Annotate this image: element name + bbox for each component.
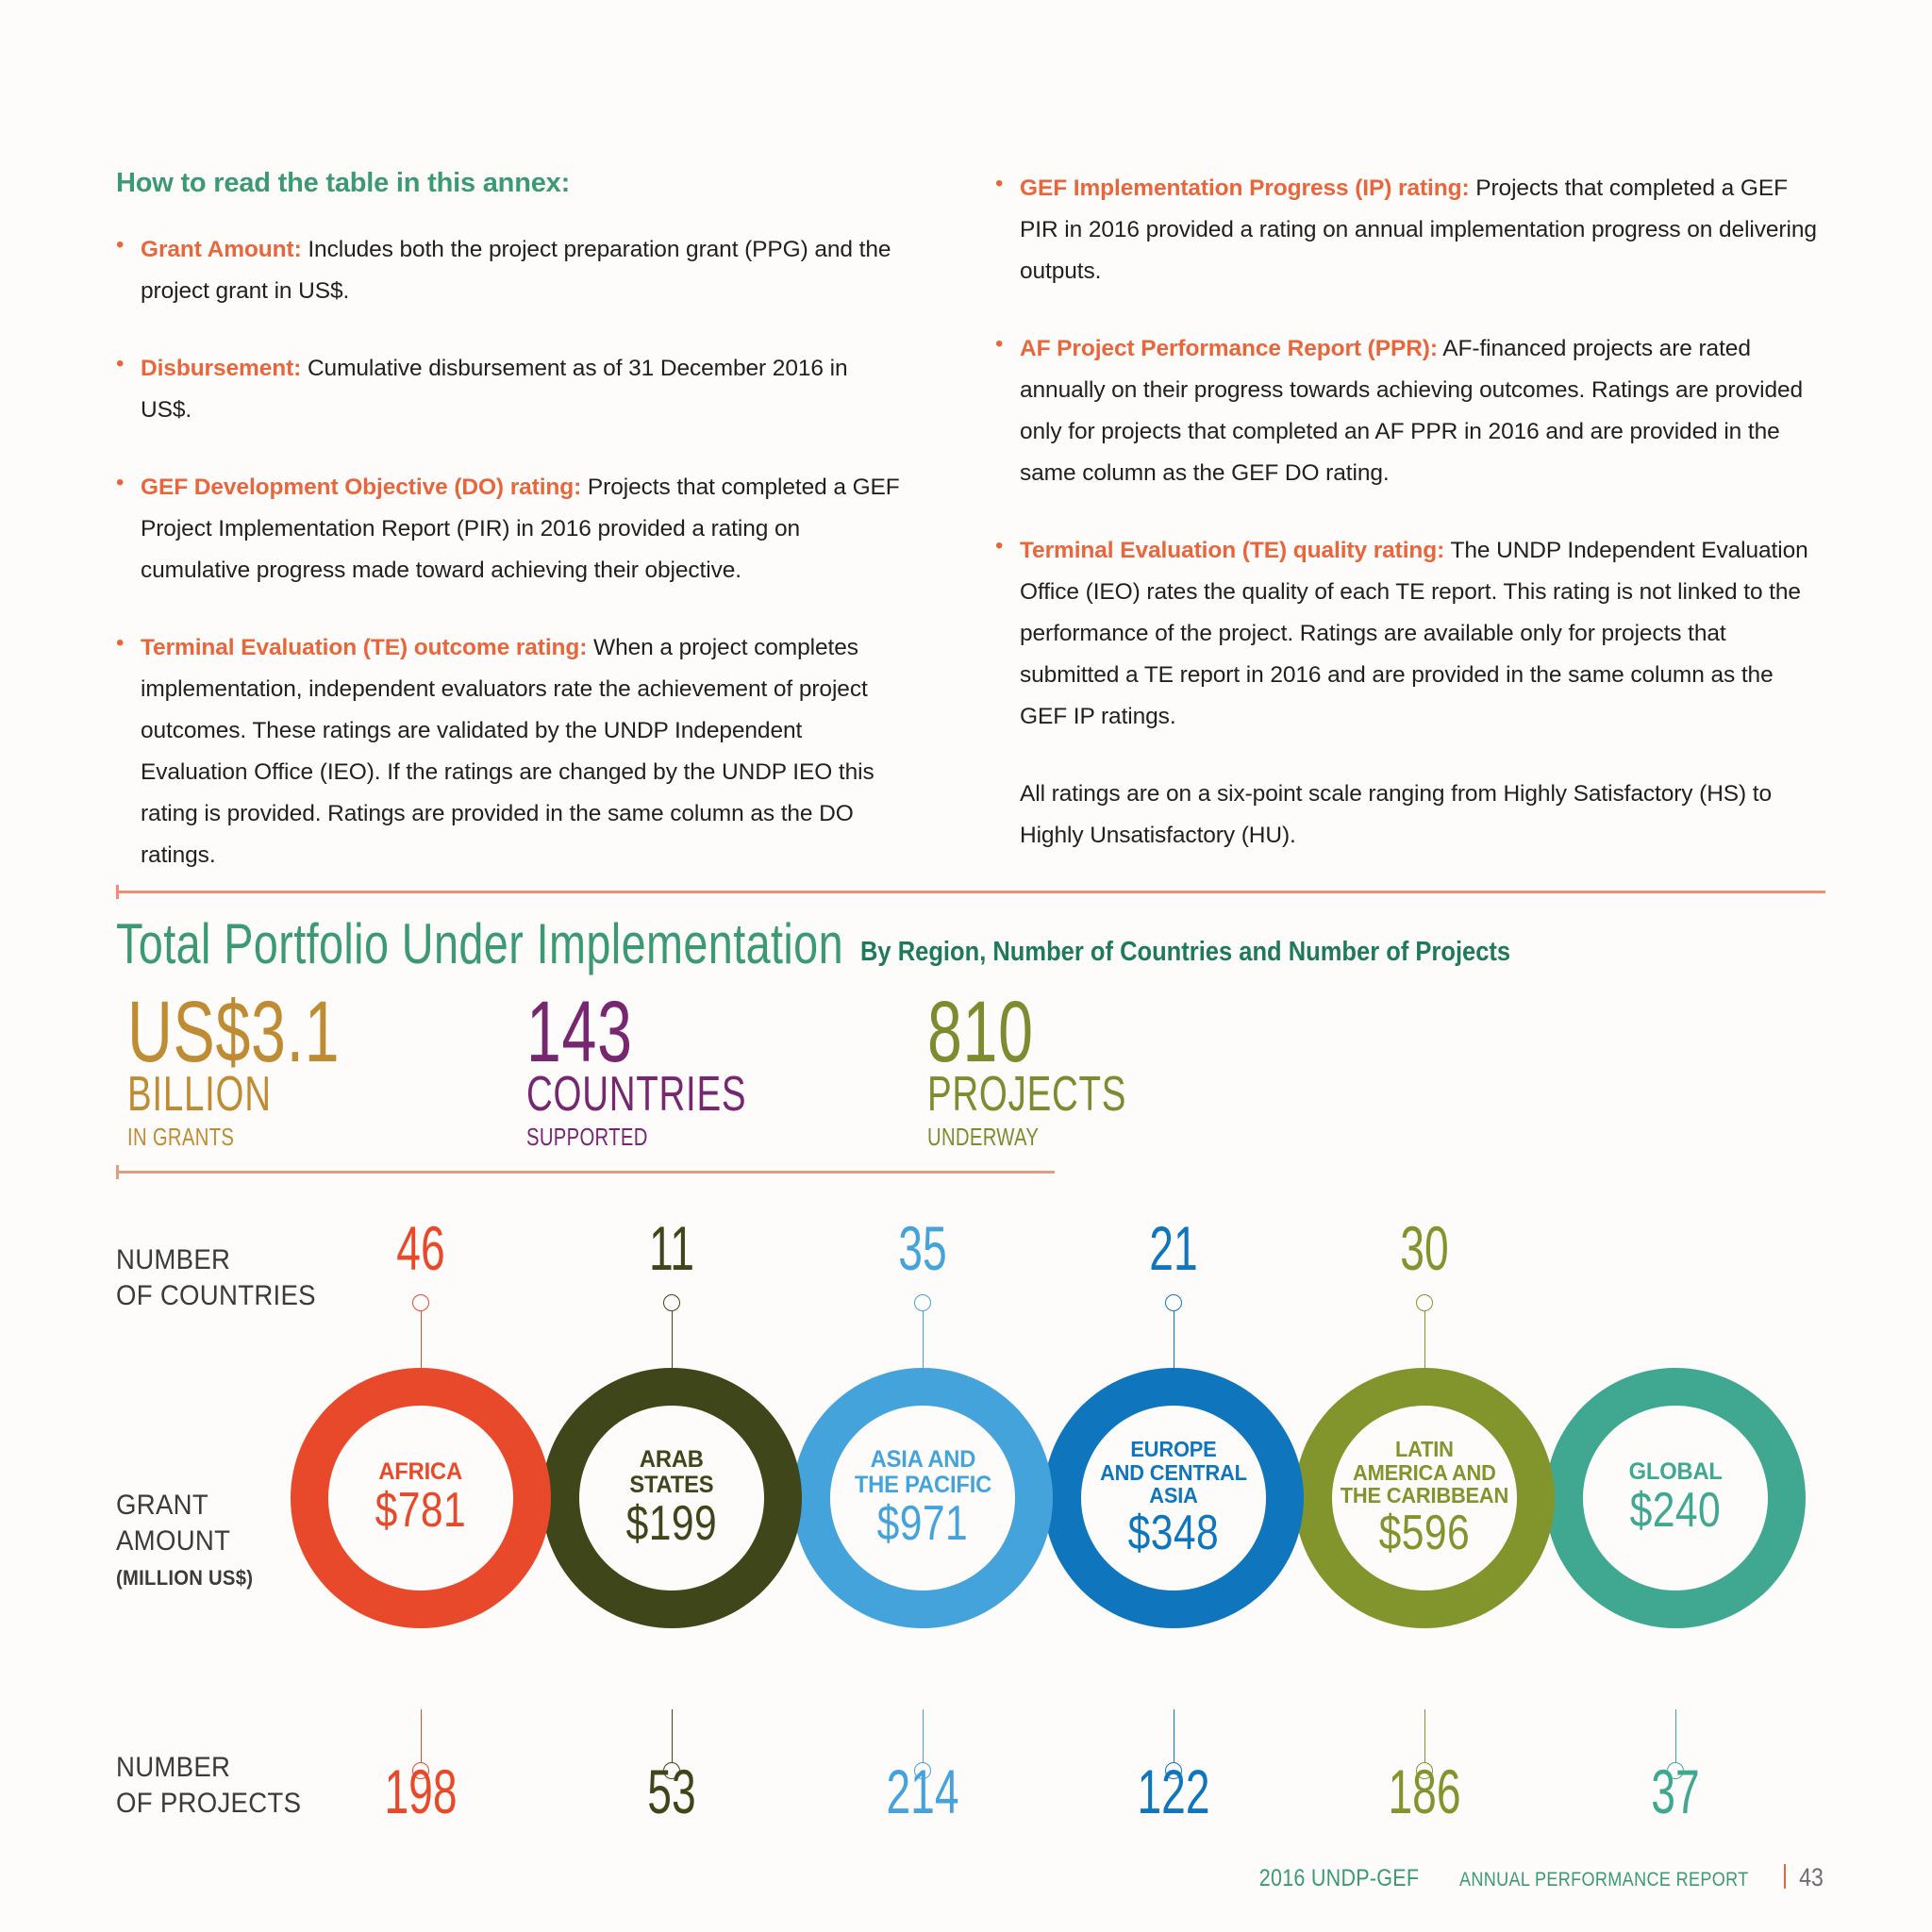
note-bullet xyxy=(116,627,904,876)
note-bullet-lead: GEF Implementation Progress (IP) rating: xyxy=(1020,175,1470,201)
region-grant-amount: $240 xyxy=(1629,1483,1722,1539)
summary-stat xyxy=(525,984,824,1153)
note-bullet-body: Projects that completed a GEF Project Implementation Report (PIR) in 2016 provided a rating on cumulative progress made toward achieving their objective. xyxy=(141,475,900,583)
region-project-count: 198 xyxy=(384,1757,458,1826)
region-grant-amount: $971 xyxy=(876,1495,969,1551)
axis-label-projects-line2: OF PROJECTS xyxy=(116,1788,302,1819)
notes-column-right xyxy=(995,168,1825,857)
summary-stat-unit: PROJECTS xyxy=(927,1067,1127,1123)
axis-label-grant-line1: GRANT xyxy=(116,1490,208,1521)
region-grant-amount: $781 xyxy=(375,1483,467,1539)
region-ring-strip xyxy=(0,1213,1932,1877)
note-bullet-text xyxy=(141,348,904,431)
region-donut-center xyxy=(830,1406,1015,1591)
region-donut-center xyxy=(579,1406,764,1591)
note-bullet-body: The UNDP Independent Evaluation Office (IEO) rates the quality of each TE report. This rating is not linked to the performance of the project. Ratings are available only for projects that submitted a TE report in 2016 and are provided in the same column as the GEF IP ratings. xyxy=(1020,538,1808,729)
notes-closing-paragraph: All ratings are on a six-point scale ranging from Highly Satisfactory (HS) to Highly Unsatisfactory (HU). xyxy=(1020,781,1773,848)
region-country-count: 21 xyxy=(1149,1213,1198,1283)
note-bullet xyxy=(116,467,904,591)
axis-label-grant-line2: AMOUNT xyxy=(116,1525,231,1557)
summary-stat-caption: SUPPORTED xyxy=(525,1123,648,1152)
notes-column-left xyxy=(116,168,904,912)
region-grant-amount: $348 xyxy=(1127,1506,1220,1561)
section-divider xyxy=(116,891,1825,893)
page-number: 43 xyxy=(1799,1863,1824,1891)
region-name-label: GLOBAL xyxy=(1628,1458,1723,1486)
bullet-dot-icon: • xyxy=(995,171,1004,196)
note-bullet-body: When a project completes implementation, independent evaluators rate the achievement of project outcomes. These ratings are validated by the UNDP Independent Evaluation Office (IEO). If the ratings are changed by the UNDP IEO this rating is provided. Ratings are provided in the same column as the DO ratings. xyxy=(141,635,874,868)
summary-stat xyxy=(927,984,1196,1153)
bullet-dot-icon: • xyxy=(116,351,125,376)
axis-label-countries-line2: OF COUNTRIES xyxy=(116,1280,316,1311)
region-project-count: 122 xyxy=(1137,1757,1210,1826)
summary-stats-row xyxy=(127,984,1301,1153)
note-bullet-body: Cumulative disbursement as of 31 December 2016 in US$. xyxy=(141,356,848,423)
region-name-label: ARAB STATES xyxy=(629,1445,714,1498)
region-name-label: LATIN AMERICA AND THE CARIBBEAN xyxy=(1340,1436,1509,1508)
summary-stat-unit: BILLION xyxy=(127,1067,272,1123)
connector-line-top xyxy=(923,1298,924,1370)
note-bullet-lead: Terminal Evaluation (TE) quality rating: xyxy=(1020,538,1445,563)
infographic-title: Total Portfolio Under Implementation xyxy=(116,912,844,975)
note-bullet xyxy=(995,530,1825,738)
summary-stat-caption: UNDERWAY xyxy=(927,1123,1040,1152)
summary-stat-value: 143 xyxy=(525,984,633,1080)
note-bullet-body: AF-financed projects are rated annually on their progress towards achieving outcomes. Ratings are provided only for projects that completed an AF PPR in 2016 and are provided in the same column as the GEF DO rating. xyxy=(1020,336,1804,486)
region-donut-ring[interactable] xyxy=(1294,1368,1555,1628)
note-bullet-body: Projects that completed a GEF PIR in 2016 provided a rating on annual implementation progress on delivering outputs. xyxy=(1020,175,1817,284)
infographic-subtitle: By Region, Number of Countries and Number of Projects xyxy=(859,937,1510,967)
note-bullet-lead: Terminal Evaluation (TE) outcome rating: xyxy=(141,635,588,660)
note-bullet-text xyxy=(141,467,904,591)
note-bullet xyxy=(995,328,1825,494)
note-bullet-lead: Grant Amount: xyxy=(141,237,302,262)
summary-stat-caption: IN GRANTS xyxy=(127,1123,235,1152)
region-project-count: 37 xyxy=(1651,1757,1700,1826)
notes-heading: How to read the table in this annex: xyxy=(116,168,571,198)
region-name-label: EUROPE AND CENTRAL ASIA xyxy=(1100,1436,1247,1508)
footer-report-name: 2016 UNDP-GEF xyxy=(1259,1865,1420,1891)
region-country-count: 35 xyxy=(898,1213,947,1283)
notes-right-bullet-list xyxy=(995,168,1825,738)
region-donut-center xyxy=(1081,1406,1266,1591)
bullet-dot-icon: • xyxy=(116,470,125,495)
region-donut-center xyxy=(1583,1406,1768,1591)
stats-divider xyxy=(116,1171,1055,1174)
region-name-label: ASIA AND THE PACIFIC xyxy=(854,1445,991,1498)
region-donut-ring[interactable] xyxy=(1545,1368,1806,1628)
axis-label-grant-units: (MILLION US$) xyxy=(116,1566,254,1590)
connector-dot-icon xyxy=(1165,1294,1182,1311)
summary-stat xyxy=(127,984,423,1153)
bullet-dot-icon: • xyxy=(995,331,1004,357)
connector-dot-icon xyxy=(663,1294,680,1311)
note-bullet xyxy=(995,168,1825,292)
axis-label-projects-line1: NUMBER xyxy=(116,1752,231,1783)
notes-left-bullet-list xyxy=(116,229,904,876)
region-name-label: AFRICA xyxy=(378,1458,463,1486)
region-donut-ring[interactable] xyxy=(792,1368,1053,1628)
connector-dot-icon xyxy=(1416,1294,1433,1311)
note-bullet-text xyxy=(1020,168,1825,292)
note-bullet-text xyxy=(1020,328,1825,494)
summary-stat-value: 810 xyxy=(927,984,1034,1080)
region-portfolio-chart xyxy=(0,1213,1932,1877)
note-bullet-text xyxy=(1020,530,1825,738)
region-grant-amount: $596 xyxy=(1378,1506,1471,1561)
bullet-dot-icon: • xyxy=(116,232,125,258)
note-bullet-text xyxy=(141,229,904,312)
region-donut-ring[interactable] xyxy=(541,1368,802,1628)
note-bullet-lead: AF Project Performance Report (PPR): xyxy=(1020,336,1438,361)
connector-line-top xyxy=(672,1298,673,1370)
note-bullet-text xyxy=(141,627,904,876)
connector-line-top xyxy=(1424,1298,1425,1370)
summary-stat-unit: COUNTRIES xyxy=(525,1067,747,1123)
region-donut-center xyxy=(1332,1406,1517,1591)
connector-dot-icon xyxy=(914,1294,931,1311)
bullet-dot-icon: • xyxy=(116,630,125,656)
region-project-count: 186 xyxy=(1388,1757,1461,1826)
note-bullet xyxy=(116,348,904,431)
note-bullet-body: Includes both the project preparation grant (PPG) and the project grant in US$. xyxy=(141,237,891,304)
region-country-count: 30 xyxy=(1400,1213,1449,1283)
bullet-dot-icon: • xyxy=(995,533,1004,558)
connector-line-top xyxy=(421,1298,422,1370)
region-donut-ring[interactable] xyxy=(1043,1368,1304,1628)
region-country-count: 11 xyxy=(649,1213,694,1283)
region-donut-center xyxy=(328,1406,513,1591)
region-donut-ring[interactable] xyxy=(291,1368,551,1628)
region-project-count: 214 xyxy=(886,1757,959,1826)
connector-dot-icon xyxy=(412,1294,429,1311)
region-country-count: 46 xyxy=(396,1213,445,1283)
region-project-count: 53 xyxy=(647,1757,696,1826)
footer-report-subtitle: ANNUAL PERFORMANCE REPORT xyxy=(1459,1869,1749,1890)
infographic-title-row xyxy=(116,911,1599,976)
note-bullet-lead: Disbursement: xyxy=(141,356,302,381)
footer-divider-bar xyxy=(1784,1864,1786,1889)
note-bullet xyxy=(116,229,904,312)
summary-stat-value: US$3.1 xyxy=(127,984,341,1080)
note-bullet-lead: GEF Development Objective (DO) rating: xyxy=(141,475,582,500)
region-grant-amount: $199 xyxy=(625,1495,718,1551)
axis-label-countries-line1: NUMBER xyxy=(116,1244,231,1275)
page-footer xyxy=(1246,1861,1825,1892)
